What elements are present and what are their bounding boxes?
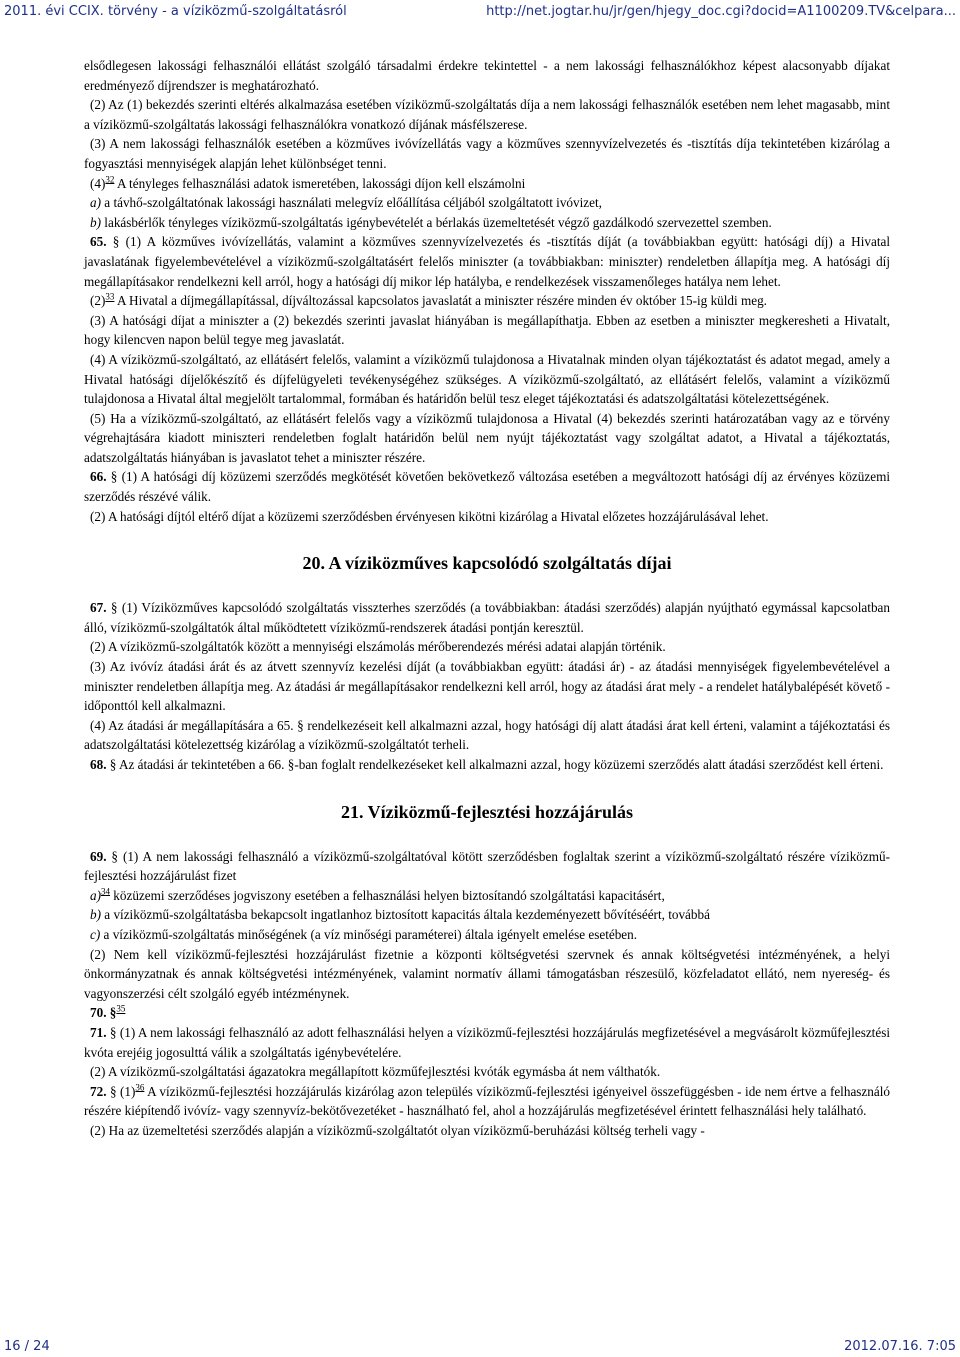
- page-footer: [4, 1339, 956, 1355]
- list-item: [84, 905, 890, 925]
- chapter-heading-21: 21. Víziközmű-fejlesztési hozzájárulás: [340, 801, 634, 822]
- paragraph: (4) A víziközmű-szolgáltató, az ellátásért felelős, valamint a víziközmű tulajdonosa a Hivatalnak minden olyan tájékoztatást és adatot megad, amely a Hivatal hatósági díjelőkészítő és díjfelügyeleti tevékenységéhez szükséges. A víziközmű-szolgáltató, az ellátásért felelős, valamint a víziközmű tulajdonosa a Hivatal által megjelölt tartalommal, formában és határidőn belül tesz eleget tájékoztatási és adatszolgáltatási kötelezettségének.: [84, 351, 890, 407]
- section-number: 66.: [90, 469, 107, 485]
- paragraph-text: § Az átadási ár tekintetében a 66. §-ban foglalt rendelkezéseket kell alkalmazni azzal, hogy közüzemi szerződés alatt átadási szerződést kell érteni.: [106, 757, 884, 772]
- list-text: a víziközmű-szolgáltatás minőségének (a víz minőségi paraméterei) általa igényelt emelése esetében.: [100, 926, 638, 942]
- list-text: a távhő-szolgáltatónak lakossági használati melegvíz előállítása céljából szolgáltatott ivóvizet,: [101, 195, 602, 211]
- paragraph: (3) A hatósági díjat a miniszter a (2) bekezdés szerinti javaslat hiányában is megállapíthatja. Ebben az esetben a miniszter megkeresheti a Hivatalt, hogy kilencven napon belül tegye meg javaslatát.: [84, 312, 890, 348]
- section-number: 68.: [90, 757, 107, 772]
- page-counter: 16 / 24: [4, 1339, 50, 1354]
- section-69: [84, 847, 890, 886]
- paragraph: (2) Ha az üzemeltetési szerződés alapján a víziközmű-szolgáltatót olyan víziközmű-beruházási költség terheli vagy -: [90, 1122, 705, 1138]
- footnote-link[interactable]: 32: [105, 174, 115, 185]
- section-mark: §: [106, 1005, 117, 1021]
- list-item: [84, 213, 890, 233]
- list-text: lakásbérlők tényleges víziközmű-szolgáltatás igénybevételét a bérlakás üzemeltetését végző gazdálkodó szervezettel szemben.: [101, 214, 772, 230]
- paragraph-text: § (1) Víziközműves kapcsolódó szolgáltatás visszterhes szerződés (a továbbiakban: átadási szerződés) alapján nyújtható egymással kapcsolatban álló, víziközmű-szolgáltatók által működtetett víziközmű-rendszerek átadási pontján keresztül.: [84, 600, 890, 635]
- section-number: 71.: [90, 1024, 107, 1040]
- section-72: [84, 1082, 890, 1121]
- paragraph: (5) Ha a víziközmű-szolgáltató, az ellátásért felelős vagy a víziközmű tulajdonosa a Hivatal (4) bekezdés szerinti határozatában vagy az e törvény végrehajtására kiadott miniszteri rendeletben foglalt határidőn belül nem nyújt tájékoztatást vagy szolgáltat adatot, a Hivatal a tájékoztatás, adatszolgáltatás hiányában is javaslatot tehet a miniszter részére.: [84, 410, 890, 465]
- paragraph: (2) A víziközmű-szolgáltatók között a mennyiségi elszámolás mérőberendezés mérési adatai alapján történik.: [90, 639, 666, 655]
- list-letter: b): [90, 907, 101, 923]
- list-item: [84, 193, 890, 213]
- header-title: 2011. évi CCIX. törvény - a víziközmű-szolgáltatásról: [4, 4, 347, 19]
- print-datetime: 2012.07.16. 7:05: [844, 1339, 956, 1354]
- paragraph-text: A tényleges felhasználási adatok ismeretében, lakossági díjon kell elszámolni: [114, 175, 526, 191]
- paragraph-text: A Hivatal a díjmegállapítással, díjváltozással kapcsolatos javaslatát a miniszter részére minden év október 15-ig küldi meg.: [114, 293, 767, 309]
- document-body: [84, 56, 890, 1141]
- section-65: [84, 232, 890, 291]
- paragraph: (3) Az ivóvíz átadási árát és az átvett szennyvíz kezelési díját (a továbbiakban együtt: átadási ár) - az átadási mennyiségek figyelembevételével a miniszter rendeletben állapítja meg. Az átadási ár megállapításakor rendelkezni kell arról, hogy az átadási árat mely - a rendelet hatálybalépését követő - időponttól kell alkalmazni.: [84, 659, 890, 714]
- paragraph: (3) A nem lakossági felhasználók esetében a közműves ivóvízellátás vagy a közműves szennyvízelvezetés és -tisztítás díja tekintetében kizárólag a fogyasztási mennyiségek alapján lehet különbséget tenni.: [84, 136, 890, 171]
- list-letter: a): [90, 887, 101, 903]
- footnote-link[interactable]: 36: [135, 1082, 145, 1093]
- list-letter: b): [90, 214, 101, 230]
- section-67: [84, 598, 890, 637]
- list-item: [84, 886, 890, 906]
- paragraph: (2) Nem kell víziközmű-fejlesztési hozzájárulást fizetnie a központi költségvetési szervnek és annak költségvetési intézményének, a helyi önkormányzatnak és annak költségvetési intézményének, valamint normatív állami támogatásban részesülő, közfeladatot ellátó, nem nyereség- és vagyonszerzési célt szolgáló egyéb intézménynek.: [84, 946, 890, 1001]
- section-70: [84, 1003, 890, 1023]
- section-number: 70.: [90, 1005, 107, 1021]
- section-number: 72.: [90, 1083, 107, 1099]
- list-letter: c): [90, 926, 101, 942]
- paragraph-text: A víziközmű-fejlesztési hozzájárulás kizárólag azon település víziközmű-fejlesztési igényeivel összefüggésben - ide nem értve a felhasználó részére kiépítendő ivóvíz- vagy szennyvíz-bekötővezetéket - használható fel, ahol a hozzájárulás megfizetésével érintett felhasználási hely található.: [84, 1083, 890, 1119]
- paragraph: (2) Az (1) bekezdés szerinti eltérés alkalmazása esetében víziközmű-szolgáltatás díja a nem lakossági felhasználók esetében nem lehet magasabb, mint a víziközmű-szolgáltatás lakossági felhasználókra vonatkozó díjának másfélszerese.: [84, 97, 890, 132]
- section-68: [84, 755, 890, 775]
- section-66: [84, 467, 890, 506]
- paragraph-number: § (1): [106, 1083, 136, 1099]
- paragraph-text: § (1) A nem lakossági felhasználó az adott felhasználási helyen a víziközmű-fejlesztési hozzájárulás megfizetésével a megvásárolt közműfejlesztési kvóta erejéig jogosulttá válik a szolgáltatás igénybevételére.: [84, 1024, 890, 1060]
- section-number: 67.: [90, 600, 107, 616]
- paragraph-number: (2): [90, 293, 106, 309]
- section-71: [84, 1023, 890, 1062]
- footnote-link[interactable]: 33: [105, 291, 115, 302]
- footnote-link[interactable]: 34: [101, 886, 110, 897]
- list-text: a víziközmű-szolgáltatásba bekapcsolt ingatlanhoz biztosított kapacitás általa kezdeményezett bővítéséért, továbbá: [101, 907, 710, 923]
- chapter-heading-20: 20. A víziközműves kapcsolódó szolgáltatás díjai: [302, 553, 672, 574]
- paragraph-text: § (1) A hatósági díj közüzemi szerződés megkötését követően bekövetkező változása esetében a megváltozott hatósági díj az érvényes közüzemi szerződés részévé válik.: [84, 469, 890, 505]
- section-number: 65.: [90, 234, 107, 250]
- paragraph-number: (4): [90, 175, 106, 191]
- list-text: közüzemi szerződéses jogviszony esetében a felhasználási helyen biztosítandó szolgáltatási kapacitásért,: [110, 887, 665, 903]
- list-letter: a): [90, 195, 101, 211]
- list-item: [84, 925, 890, 945]
- section-number: 69.: [90, 848, 107, 864]
- paragraph: (2) A hatósági díjtól eltérő díjat a közüzemi szerződésben érvényesen kikötni kizárólag a Hivatal előzetes hozzájárulásával lehet.: [90, 508, 769, 524]
- paragraph: [84, 174, 890, 194]
- page-header: [4, 4, 956, 20]
- paragraph: [84, 291, 890, 311]
- footnote-link[interactable]: 35: [116, 1003, 126, 1014]
- header-url[interactable]: http://net.jogtar.hu/jr/gen/hjegy_doc.cgi?docid=A1100209.TV&celpara...: [486, 4, 956, 19]
- paragraph-text: § (1) A nem lakossági felhasználó a víziközmű-szolgáltatóval kötött szerződésben foglaltak szerint a víziközmű-szolgáltató részére víziközmű-fejlesztési hozzájárulást fizet: [84, 848, 890, 884]
- paragraph: (2) A víziközmű-szolgáltatási ágazatokra megállapított közműfejlesztési kvóták egymásba át nem válthatók.: [90, 1064, 661, 1080]
- paragraph-text: § (1) A közműves ivóvízellátás, valamint a közműves szennyvízelvezetés és -tisztítás díját (a továbbiakban együtt: hatósági díj) a Hivatal javaslatának figyelembevételével a víziközmű-szolgáltatásért felelős miniszter (a továbbiakban: miniszter) rendeletben állapítja meg. A hatósági díj megállapításakor rendelkezni kell arról, hogy a hatósági díj mikor lép hatályba, e rendelkezések visszamenőleges hatálya nem lehet.: [84, 234, 890, 289]
- paragraph: (4) Az átadási ár megállapítására a 65. § rendelkezéseit kell alkalmazni azzal, hogy hatósági díj alatt átadási árat kell érteni, valamint a tájékoztatási és adatszolgáltatási kötelezettség kizárólag a víziközmű-szolgáltatót terheli.: [84, 717, 890, 753]
- paragraph: elsődlegesen lakossági felhasználói ellátást szolgáló társadalmi érdekre tekintettel - a nem lakossági felhasználókhoz képest alacsonyabb díjakat eredményező díjrendszer is meghatározható.: [84, 58, 890, 93]
